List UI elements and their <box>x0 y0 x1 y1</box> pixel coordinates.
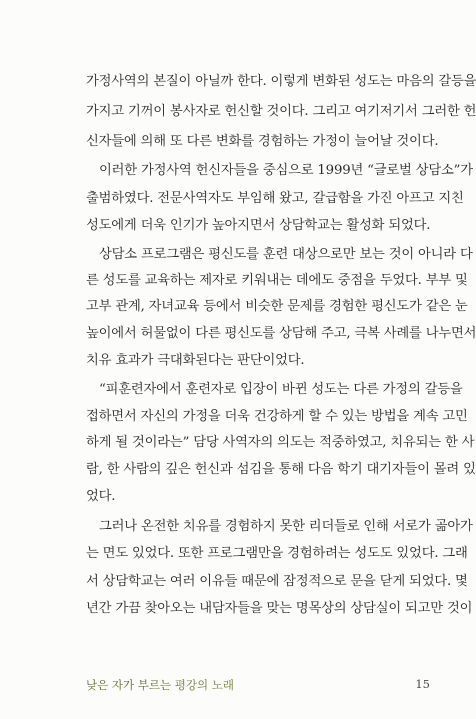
text-line: 높이에서 허물없이 다른 평신도를 상담해 주고, 극복 사례를 나누면서 <box>86 326 476 341</box>
text-line: 었다. <box>86 489 116 504</box>
text-line: 른 성도를 교육하는 제자로 키워내는 데에도 중점을 두었다. 부부 및 <box>86 273 468 288</box>
text-line: 상담소 프로그램은 평신도를 훈련 대상으로만 보는 것이 아니라 다 <box>99 247 473 262</box>
text-line: 람, 한 사람의 깊은 헌신과 섬김을 통해 다음 학기 대기자들이 몰려 있 <box>86 462 476 477</box>
text-line: 가정사역의 본질이 아닐까 한다. 이렇게 변화된 성도는 마음의 갈등을 <box>86 74 476 89</box>
text-line: 서 상담학교는 여러 이유들 때문에 잠정적으로 문을 닫게 되었다. 몇 <box>86 574 468 589</box>
text-line: 치유 효과가 극대화된다는 판단이었다. <box>86 353 305 368</box>
running-title-text: 낮은 자가 부르는 <box>86 678 175 692</box>
text-line: 는 면도 있었다. 또한 프로그램만을 경험하려는 성도도 있었다. 그래 <box>86 546 468 561</box>
running-title <box>86 677 234 693</box>
text-line: 신자들에 의해 또 다른 변화를 경험하는 가정이 늘어날 것이다. <box>86 134 439 149</box>
text-line: 가지고 기꺼이 봉사자로 헌신할 것이다. 그리고 여기저기서 그러한 헌 <box>86 104 476 119</box>
text-line: 고부 관계, 자녀교육 등에서 비슷한 문제를 경험한 평신도가 같은 눈 <box>86 299 468 314</box>
text-line: 이러한 가정사역 헌신자들을 중심으로 1999년 “글로벌 상담소”가 <box>99 163 473 178</box>
text-line: 그러나 온전한 치유를 경험하지 못한 리더들로 인해 서로가 곪아가 <box>99 519 473 534</box>
text-line: 성도에게 더욱 인기가 높아지면서 상담학교는 활성화 되었다. <box>86 218 431 233</box>
page-footer <box>86 677 430 697</box>
text-line: 하게 될 것이라는” 담당 사역자의 의도는 적중하였고, 치유되는 한 사 <box>86 435 475 450</box>
running-title-accent: 평강의 노래 <box>174 678 234 692</box>
page-number: 15 <box>415 677 430 691</box>
text-line: 접하면서 자신의 가정을 더욱 건강하게 할 수 있는 방법을 계속 고민 <box>86 409 468 424</box>
text-line: 년간 가끔 찾아오는 내담자들을 맞는 명목상의 상담실이 되고만 것이 <box>86 601 473 616</box>
text-line: 출범하였다. 전문사역자도 부임해 왔고, 갈급함을 가진 아프고 지친 <box>86 191 464 206</box>
text-line: “피훈련자에서 훈련자로 입장이 바뀐 성도는 다른 가정의 갈등을 <box>99 382 463 397</box>
